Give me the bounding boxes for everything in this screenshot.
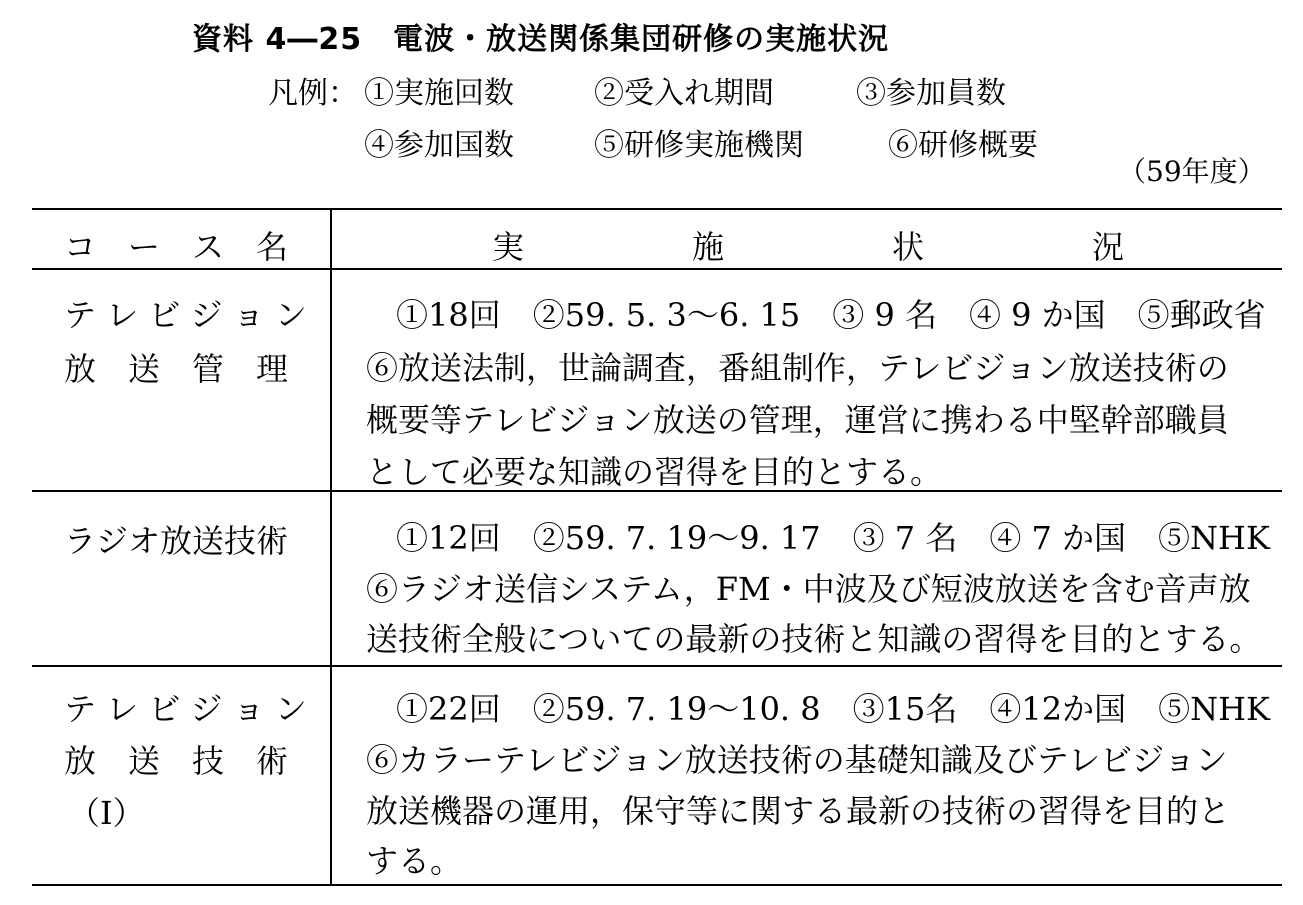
- course-name: テ レ ビ ジ ョ ン: [64, 296, 307, 334]
- status-text: ⑥放送法制，世論調査，番組制作，テレビジョン放送技術の: [366, 349, 1229, 387]
- table-bottom-rule: [32, 884, 1282, 886]
- course-name: テ レ ビ ジ ョ ン: [64, 690, 307, 728]
- status-text: ⑥カラーテレビジョン放送技術の基礎知識及びテレビジョン: [366, 741, 1228, 779]
- legend-item-period: ②受入れ期間: [594, 76, 774, 111]
- status-text: 放送機器の運用，保守等に関する最新の技術の習得を目的と: [366, 792, 1231, 830]
- course-name: ラジオ放送技術: [64, 522, 289, 560]
- status-text: ①12回 ②59. 7. 19～9. 17 ③ 7 名 ④ 7 か国 ⑤NHK: [396, 519, 1270, 557]
- status-text: ①22回 ②59. 7. 19～10. 8 ③15名 ④12か国 ⑤NHK: [396, 690, 1270, 728]
- status-text: 概要等テレビジョン放送の管理，運営に携わる中堅幹部職員: [366, 401, 1229, 439]
- row-divider: [32, 665, 1282, 667]
- course-name: 放 送 管 理: [64, 350, 289, 388]
- status-text: ⑥ラジオ送信システム，FM・中波及び短波放送を含む音声放: [366, 570, 1251, 608]
- header-status-char: 施: [692, 228, 725, 266]
- legend-label: 凡例：: [268, 76, 358, 111]
- legend-item-countries: ④参加国数: [364, 128, 514, 163]
- status-text: する。: [366, 842, 463, 880]
- status-text: 送技術全般についての最新の技術と知識の習得を目的とする。: [366, 620, 1262, 658]
- legend-item-summary: ⑥研修概要: [888, 128, 1038, 163]
- status-text: として必要な知識の習得を目的とする。: [366, 453, 943, 491]
- legend-item-count: ①実施回数: [364, 76, 514, 111]
- legend-item-participants: ③参加員数: [856, 76, 1006, 111]
- header-status-char: 実: [492, 228, 525, 266]
- header-bottom-rule: [32, 268, 1282, 270]
- header-course: コ ー ス 名: [64, 228, 289, 266]
- page-title: 資料 4―25 電波・放送関係集団研修の実施状況: [192, 22, 890, 57]
- course-name: 放 送 技 術: [64, 742, 289, 780]
- course-name: （I）: [68, 794, 145, 832]
- header-status-char: 状: [892, 228, 925, 266]
- header-status-char: 況: [1092, 228, 1125, 266]
- table-top-rule: [32, 208, 1282, 210]
- column-divider: [330, 208, 332, 886]
- fiscal-year: （59年度）: [1118, 155, 1266, 188]
- legend-item-institution: ⑤研修実施機関: [594, 128, 804, 163]
- status-text: ①18回 ②59. 5. 3～6. 15 ③ 9 名 ④ 9 か国 ⑤郵政省: [396, 296, 1266, 334]
